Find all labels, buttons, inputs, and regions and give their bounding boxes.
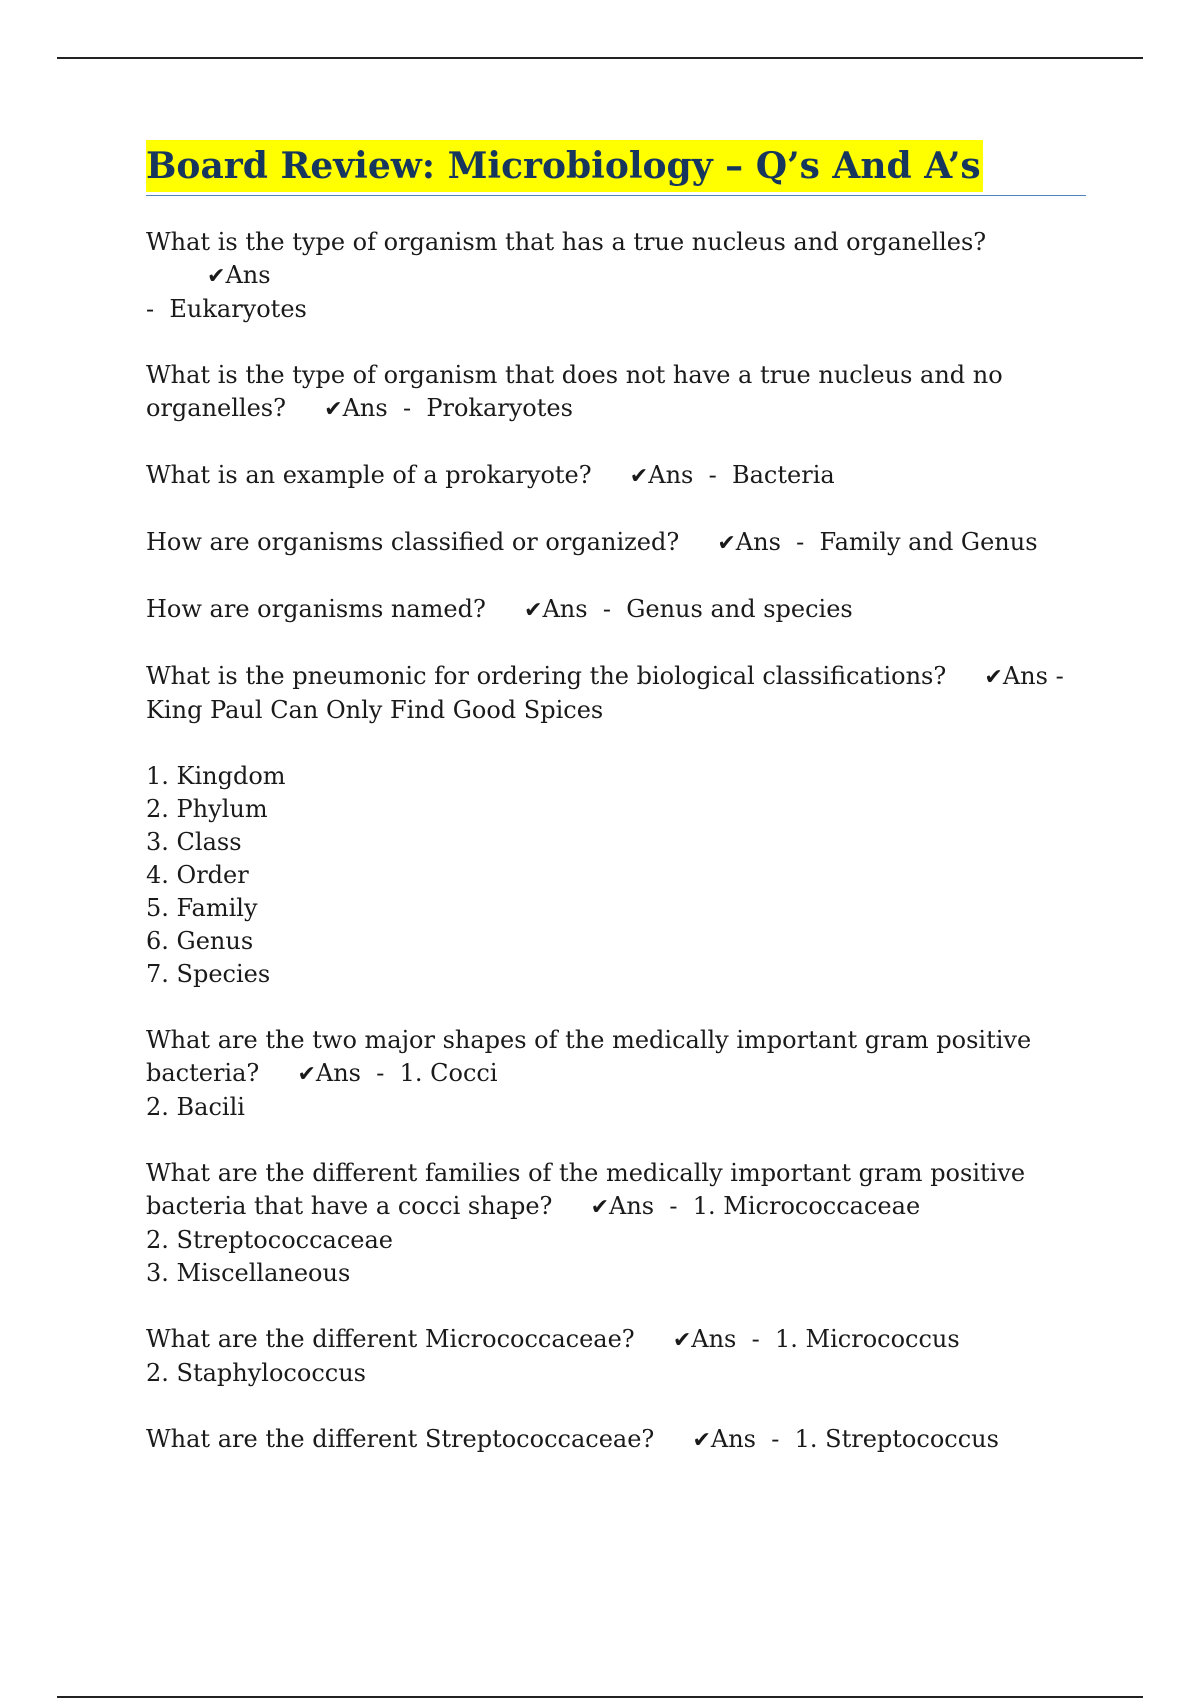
ans-label: Ans <box>342 394 388 422</box>
question-text: What is the type of organism that has a true nucleus and organelles? <box>146 228 987 256</box>
qa-item <box>146 226 1086 326</box>
ans-dash: - <box>796 528 805 556</box>
ans-dash: - <box>146 295 155 323</box>
question-text: What is an example of a prokaryote? <box>146 461 592 489</box>
ans-label: Ans <box>710 1425 756 1453</box>
qa-item <box>146 660 1086 727</box>
question-text: What are the two major shapes of the medically important gram positive bacteria? <box>146 1026 1032 1087</box>
document-title: Board Review: Microbiology – Q’s And A’s <box>146 140 983 192</box>
title-block <box>146 140 1086 196</box>
ans-dash: - <box>669 1192 678 1220</box>
check-icon: ✔ <box>324 397 343 422</box>
check-icon: ✔ <box>717 531 736 556</box>
ans-label: Ans <box>225 261 271 289</box>
page-top-rule <box>57 57 1143 59</box>
question-text: What are the different Micrococcaceae? <box>146 1325 635 1353</box>
answer-extra: 2. Streptococcaceae <box>146 1226 393 1254</box>
answer-text: Family and Genus <box>819 528 1038 556</box>
answer-text: Bacteria <box>731 461 835 489</box>
answer-extra: 3. Miscellaneous <box>146 1259 351 1287</box>
document-body <box>146 140 1086 1490</box>
qa-item <box>146 593 1086 627</box>
answer-text: Prokaryotes <box>426 394 573 422</box>
ans-dash: - <box>602 595 611 623</box>
qa-item <box>146 1157 1086 1290</box>
list-item: 7. Species <box>146 960 271 988</box>
ans-dash: - <box>771 1425 780 1453</box>
answer-text: 1. Micrococcus <box>775 1325 960 1353</box>
qa-item <box>146 1423 1086 1457</box>
qa-item <box>146 359 1086 426</box>
check-icon: ✔ <box>207 264 226 289</box>
check-icon: ✔ <box>524 598 543 623</box>
check-icon: ✔ <box>590 1195 610 1220</box>
ans-label: Ans <box>691 1325 737 1353</box>
answer-text: King Paul Can Only Find Good Spices <box>146 696 604 724</box>
qa-item <box>146 526 1086 560</box>
check-icon: ✔ <box>672 1328 692 1353</box>
ans-label: Ans <box>609 1192 655 1220</box>
classification-list <box>146 760 1086 991</box>
ans-label: Ans <box>648 461 694 489</box>
qa-item <box>146 459 1086 493</box>
qa-item <box>146 1323 1086 1390</box>
list-item: 3. Class <box>146 828 242 856</box>
ans-dash: - <box>402 394 412 422</box>
ans-dash: - <box>1055 662 1064 690</box>
list-item: 6. Genus <box>146 927 254 955</box>
check-icon: ✔ <box>984 665 1003 690</box>
list-item: 4. Order <box>146 861 249 889</box>
question-text: What are the different families of the medically important gram positive bacteria that have a cocci shape? <box>146 1159 1026 1220</box>
ans-dash: - <box>751 1325 760 1353</box>
ans-label: Ans <box>542 595 588 623</box>
list-item: 5. Family <box>146 894 258 922</box>
answer-text: 1. Micrococcaceae <box>692 1192 921 1220</box>
check-icon: ✔ <box>692 1428 711 1453</box>
check-icon: ✔ <box>297 1062 316 1087</box>
qa-item <box>146 1024 1086 1124</box>
answer-extra: 2. Bacili <box>146 1093 245 1121</box>
list-item: 2. Phylum <box>146 795 268 823</box>
answer-extra: 2. Staphylococcus <box>146 1359 366 1387</box>
ans-dash: - <box>376 1059 385 1087</box>
answer-text: Eukaryotes <box>169 295 307 323</box>
list-item: 1. Kingdom <box>146 762 286 790</box>
page-bottom-rule <box>57 1696 1143 1698</box>
ans-label: Ans <box>1002 662 1048 690</box>
ans-label: Ans <box>315 1059 361 1087</box>
ans-label: Ans <box>735 528 781 556</box>
answer-text: 1. Streptococcus <box>794 1425 999 1453</box>
answer-text: 1. Cocci <box>399 1059 498 1087</box>
question-text: What is the pneumonic for ordering the biological classifications? <box>146 662 947 690</box>
question-text: What is the type of organism that does not have a true nucleus and no organelles? <box>146 361 1003 422</box>
check-icon: ✔ <box>629 464 649 489</box>
answer-text: Genus and species <box>626 595 853 623</box>
question-text: How are organisms classified or organized? <box>146 528 680 556</box>
ans-dash: - <box>708 461 717 489</box>
question-text: What are the different Streptococcaceae? <box>146 1425 655 1453</box>
question-text: How are organisms named? <box>146 595 486 623</box>
